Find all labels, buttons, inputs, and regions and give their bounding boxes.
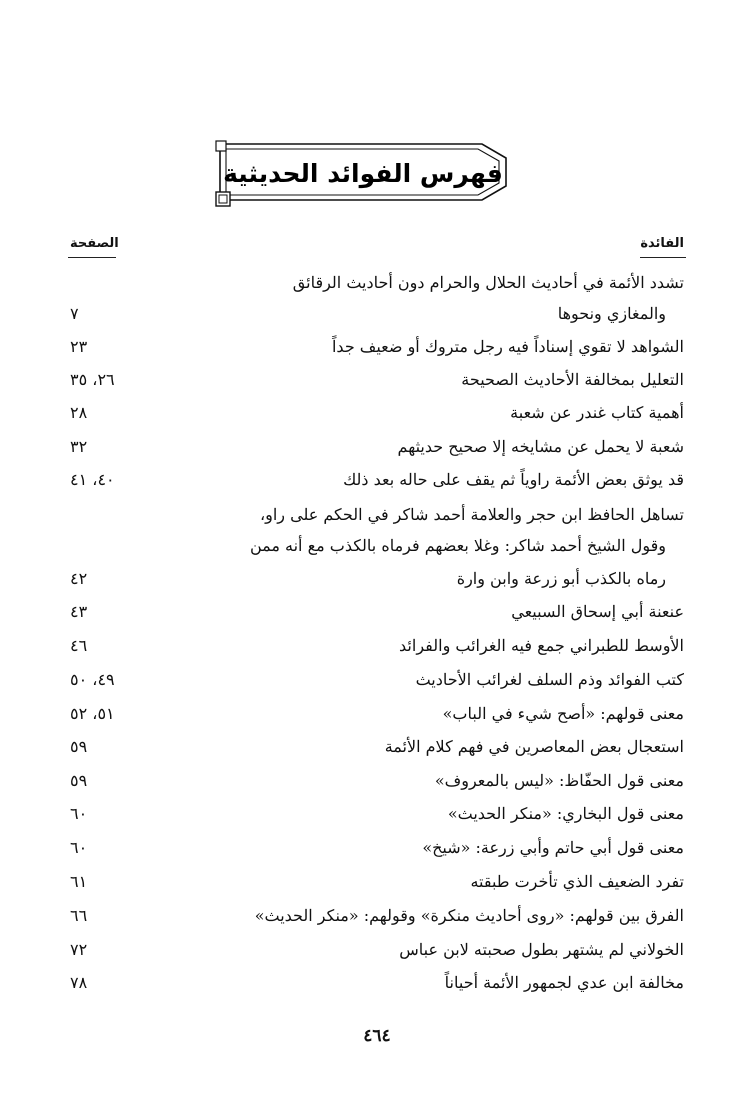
index-entry-pages: ٧٢ bbox=[70, 940, 88, 959]
index-entry-line: معنى قول البخاري: «منكر الحديث» bbox=[447, 804, 684, 823]
index-entry-pages: ٦٠ bbox=[70, 804, 88, 823]
index-entry-pages: ٥٩ bbox=[70, 737, 88, 756]
index-entry-pages: ٢٨ bbox=[70, 403, 88, 422]
index-entry-line: والمغازي ونحوها bbox=[557, 304, 666, 323]
index-entry-pages: ٥٩ bbox=[70, 771, 88, 790]
index-entry-pages: ٢٦، ٣٥ bbox=[70, 370, 115, 389]
index-entry-pages: ٧ bbox=[70, 304, 79, 323]
index-entry-line: الشواهد لا تقوي إسناداً فيه رجل متروك أو ضعيف جداً bbox=[331, 337, 684, 356]
index-entry-line: عنعنة أبي إسحاق السبيعي bbox=[511, 602, 684, 621]
index-entry-line: كتب الفوائد وذم السلف لغرائب الأحاديث bbox=[415, 670, 684, 689]
index-entry-line: مخالفة ابن عدي لجمهور الأئمة أحياناً bbox=[444, 973, 684, 992]
index-entry-line: أهمية كتاب غندر عن شعبة bbox=[510, 403, 684, 422]
index-entry-pages: ٤٦ bbox=[70, 636, 88, 655]
index-entry-line: معنى قولهم: «أصح شيء في الباب» bbox=[442, 704, 684, 723]
index-entry-pages: ٧٨ bbox=[70, 973, 88, 992]
page-title: فهرس الفوائد الحديثية bbox=[223, 158, 503, 188]
index-entry-line: الأوسط للطبراني جمع فيه الغرائب والفرائد bbox=[399, 636, 684, 655]
index-entry-line: وقول الشيخ أحمد شاكر: وغلا بعضهم فرماه بالكذب مع أنه ممن bbox=[249, 536, 666, 555]
index-entry-line: تساهل الحافظ ابن حجر والعلامة أحمد شاكر في الحكم على راو، bbox=[259, 505, 684, 524]
page-number: ٤٦٤ bbox=[363, 1026, 391, 1046]
index-entry-pages: ٥١، ٥٢ bbox=[70, 704, 115, 723]
index-entry-pages: ٢٣ bbox=[70, 337, 88, 356]
index-entry-pages: ٤٣ bbox=[70, 602, 88, 621]
index-entry-pages: ٦١ bbox=[70, 872, 88, 891]
index-entry-line: قد يوثق بعض الأئمة راوياً ثم يقف على حاله بعد ذلك bbox=[343, 470, 684, 489]
index-entry-pages: ٤٢ bbox=[70, 569, 88, 588]
index-entry-pages: ٤٠، ٤١ bbox=[70, 470, 115, 489]
index-entry-line: معنى قول أبي حاتم وأبي زرعة: «شيخ» bbox=[422, 838, 684, 857]
index-entry-line: معنى قول الحفّاظ: «ليس بالمعروف» bbox=[434, 771, 684, 790]
index-entry-pages: ٤٩، ٥٠ bbox=[70, 670, 115, 689]
index-entry-line: رماه بالكذب أبو زرعة وابن وارة bbox=[456, 569, 666, 588]
column-header-benefit: الفائدة bbox=[640, 236, 684, 251]
index-entry-pages: ٣٢ bbox=[70, 437, 88, 456]
index-entry-pages: ٦٦ bbox=[70, 906, 88, 925]
index-entry-line: الفرق بين قولهم: «روى أحاديث منكرة» وقولهم: «منكر الحديث» bbox=[254, 906, 684, 925]
index-entry-line: تفرد الضعيف الذي تأخرت طبقته bbox=[470, 872, 684, 891]
index-entry-line: تشدد الأئمة في أحاديث الحلال والحرام دون أحاديث الرقائق bbox=[292, 273, 684, 292]
index-entry-line: التعليل بمخالفة الأحاديث الصحيحة bbox=[461, 370, 684, 389]
index-entry-line: استعجال بعض المعاصرين في فهم كلام الأئمة bbox=[384, 737, 684, 756]
index-entry-pages: ٦٠ bbox=[70, 838, 88, 857]
index-entry-line: شعبة لا يحمل عن مشايخه إلا صحيح حديثهم bbox=[397, 437, 684, 456]
column-header-page: الصفحة bbox=[70, 236, 119, 251]
index-entry-line: الخولاني لم يشتهر بطول صحبته لابن عباس bbox=[399, 940, 684, 959]
